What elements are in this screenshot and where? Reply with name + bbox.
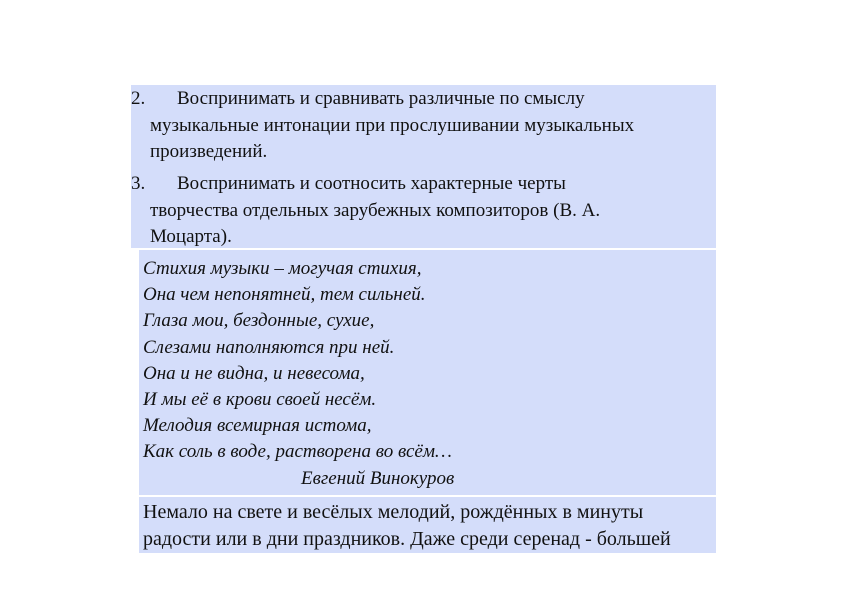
poem-line: Мелодия всемирная истома, bbox=[143, 415, 372, 437]
list-item-number: 3. bbox=[131, 173, 146, 194]
prose-paragraph bbox=[143, 499, 671, 553]
poem-line: Стихия музыки – могучая стихия, bbox=[143, 258, 422, 279]
list-item-line: Воспринимать и соотносить характерные черты bbox=[177, 173, 566, 194]
poem bbox=[143, 256, 454, 492]
list-item-line: произведений. bbox=[150, 141, 268, 162]
list-item-number: 2. bbox=[131, 88, 146, 109]
poem-line: Глаза мои, бездонные, сухие, bbox=[143, 310, 375, 332]
poem-author: Евгений Винокуров bbox=[301, 467, 455, 489]
list-item-line: творчества отдельных зарубежных композиторов (В. А. bbox=[150, 199, 601, 221]
list-item-line: Воспринимать и сравнивать различные по смыслу bbox=[177, 88, 585, 109]
poem-line: И мы её в крови своей несём. bbox=[143, 388, 377, 410]
poem-line: Она и не видна, и невесома, bbox=[143, 362, 365, 384]
list-item-line: Моцарта). bbox=[150, 226, 232, 247]
poem-line: Как соль в воде, растворена во всём… bbox=[143, 441, 452, 463]
prose-line: Немало на свете и весёлых мелодий, рождённых в минуты bbox=[143, 501, 644, 523]
prose-line: радости или в дни праздников. Даже среди серенад - большей bbox=[143, 528, 671, 550]
list-item-line: музыкальные интонации при прослушивании музыкальных bbox=[150, 114, 635, 136]
poem-line: Слезами наполняются при ней. bbox=[143, 336, 395, 358]
poem-line: Она чем непонятней, тем сильней. bbox=[143, 284, 426, 306]
